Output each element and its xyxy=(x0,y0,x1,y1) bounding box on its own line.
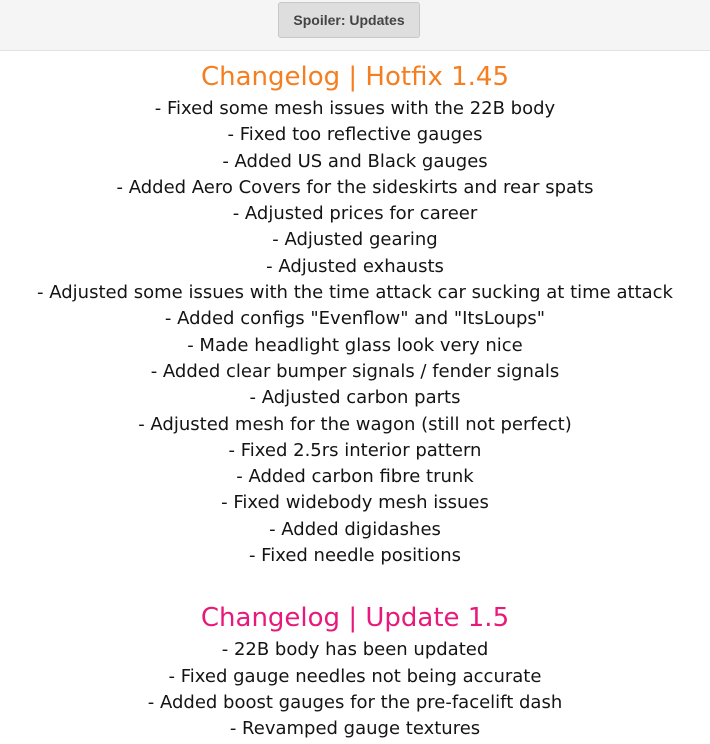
spoiler-bar xyxy=(0,0,710,51)
list-item: - Adjusted exhausts xyxy=(266,255,444,277)
list-item: - Added carbon fibre trunk xyxy=(236,466,474,488)
list-item: - Fixed some mesh issues with the 22B body xyxy=(154,98,556,119)
spoiler-toggle-button[interactable]: Spoiler: Updates xyxy=(278,2,420,38)
section-title: Changelog | Hotfix 1.45 xyxy=(200,62,510,92)
list-item: - Fixed gauge needles not being accurate xyxy=(168,665,542,687)
list-item: - Added Aero Covers for the sideskirts and rear spats xyxy=(116,176,594,198)
section-title: Changelog | Update 1.5 xyxy=(200,603,510,634)
list-item: - Revamped gauge textures xyxy=(229,718,481,740)
changelog-section-update-1-5 xyxy=(0,599,710,742)
list-item: - Added US and Black gauges xyxy=(222,150,488,172)
list-item: - Added boost gauges for the pre-facelift dash xyxy=(147,691,563,713)
section-spacer xyxy=(0,569,710,599)
list-item: - Added digidashes xyxy=(269,518,441,540)
list-item: - Fixed widebody mesh issues xyxy=(221,492,489,514)
changelog-list xyxy=(0,637,710,742)
list-item: - Fixed too reflective gauges xyxy=(227,124,483,146)
list-item: - Added configs "Evenflow" and "ItsLoups" xyxy=(164,308,546,330)
changelog-content xyxy=(0,58,710,743)
list-item: - Fixed needle positions xyxy=(248,545,462,567)
list-item: - Adjusted gearing xyxy=(272,229,438,251)
list-item: - Added clear bumper signals / fender signals xyxy=(150,360,560,382)
list-item: - Made headlight glass look very nice xyxy=(187,334,523,356)
list-item: - Adjusted carbon parts xyxy=(249,387,461,409)
list-item: - Adjusted some issues with the time attack car sucking at time attack xyxy=(37,282,673,304)
changelog-section-hotfix-1-45 xyxy=(0,58,710,569)
list-item: - Fixed 2.5rs interior pattern xyxy=(228,439,482,461)
list-item: - 22B body has been updated xyxy=(221,639,489,661)
list-item: - Adjusted mesh for the wagon (still not perfect) xyxy=(138,413,572,435)
changelog-list xyxy=(0,96,710,569)
list-item: - Adjusted prices for career xyxy=(232,203,478,225)
